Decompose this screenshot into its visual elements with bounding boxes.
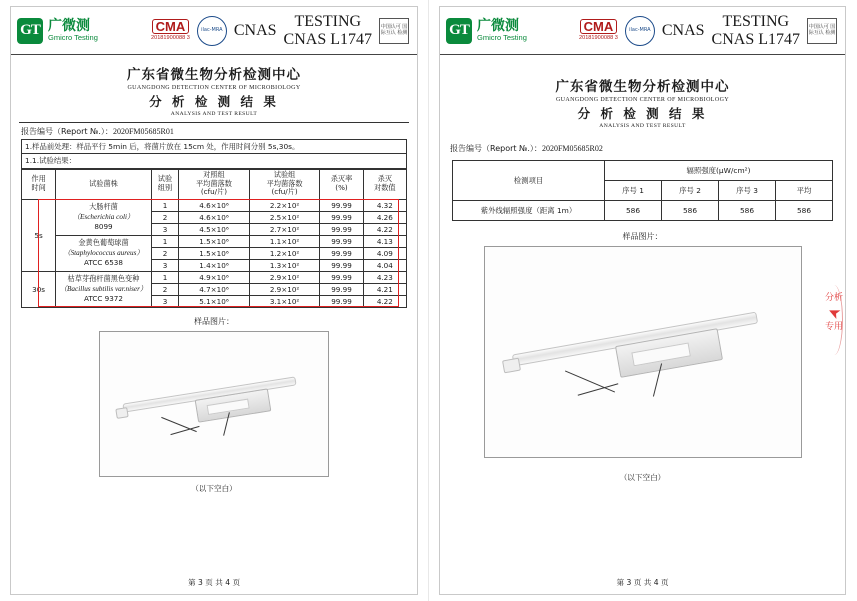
th-duration: 作用 时间 (22, 169, 56, 199)
th-seq-3: 序号 3 (719, 181, 776, 201)
cell-test: 1.1×10² (249, 235, 320, 247)
cell-log: 4.04 (363, 259, 406, 271)
table-row (22, 235, 407, 247)
brand-logo-mark: GT (446, 18, 472, 44)
th-average: 平均 (776, 181, 833, 201)
cell-log: 4.22 (363, 295, 406, 307)
cell-duration-30s: 30s (22, 271, 56, 307)
cell-test: 2.7×10² (249, 223, 320, 235)
cell-kill-rate: 99.99 (320, 235, 363, 247)
brand-logo (446, 18, 527, 44)
cell-control: 4.6×10⁶ (179, 199, 250, 211)
cell-strain-saureus: 金黄色葡萄球菌 （Staphylococcus aureus） ATCC 6538 (56, 235, 152, 271)
cell-control: 4.5×10⁶ (179, 223, 250, 235)
accreditation-marks (579, 13, 845, 49)
cell-strain-bsubtilis: 枯草芽孢杆菌黑色变种 （Bacillus subtilis var.niser） ATCC 9372 (56, 271, 152, 307)
cma-number: 20181900088 3 (578, 35, 618, 42)
doc-subtitle-en: ANALYSIS AND TEST RESULT (170, 111, 258, 117)
cell-item-uv-irradiance: 紫外线辐照强度（距离 1m） (453, 201, 605, 221)
report-no-value: 2020FM05685R02 (541, 144, 603, 153)
page-right (428, 0, 856, 601)
cma-label: CMA (152, 19, 190, 35)
cell-group: 2 (151, 283, 178, 295)
brand-name-cn: 广微测 (48, 18, 90, 35)
th-kill-rate: 杀灭率 (%) (320, 169, 363, 199)
blank-note-left: （以下空白） (191, 483, 237, 493)
cma-mark (579, 19, 618, 43)
cell-log: 4.23 (363, 271, 406, 283)
cnas-label: CNAS (233, 21, 277, 39)
cell-value-seq1: 586 (605, 201, 662, 221)
cell-kill-rate: 99.99 (320, 199, 363, 211)
cell-value-seq2: 586 (662, 201, 719, 221)
ilac-mra-seal-icon: ilac-MRA (197, 16, 227, 46)
results-table-wrap (11, 169, 417, 308)
cell-test: 1.3×10² (249, 259, 320, 271)
stamp-text-2: 专用 (824, 321, 843, 332)
page-left-header (11, 7, 417, 55)
note-pretreatment: 1.样品前处理：样品平行 5min 后，将菌片放在 15cm 处，作用时间分别 5s,30s。 (21, 139, 407, 153)
cell-kill-rate: 99.99 (320, 283, 363, 295)
th-seq-2: 序号 2 (662, 181, 719, 201)
cell-strain-ecoli: 大肠杆菌 （Escherichia coli） 8099 (56, 199, 152, 235)
brand-name-cn: 广微测 (477, 18, 519, 35)
doc-title-cn: 广东省微生物分析检测中心 (555, 79, 730, 95)
cell-log: 4.09 (363, 247, 406, 259)
cell-log: 4.21 (363, 283, 406, 295)
page-right-titles (440, 55, 845, 129)
doc-title-en: GUANGDONG DETECTION CENTER OF MICROBIOLOGY (555, 97, 730, 103)
doc-title-en: GUANGDONG DETECTION CENTER OF MICROBIOLOGY (127, 85, 301, 91)
brand-logo (17, 18, 98, 44)
table-row (453, 201, 833, 221)
cell-control: 1.5×10⁶ (179, 247, 250, 259)
report-no-label: 报告编号（Report №.）： (21, 127, 113, 136)
cn-accreditation-seal-icon: 中国认可 国际互认 检测 (807, 18, 837, 44)
th-log-reduction: 杀灭 对数值 (363, 169, 406, 199)
cell-log: 4.22 (363, 223, 406, 235)
cell-group: 1 (151, 271, 178, 283)
brand-name-en: Gmicro Testing (48, 32, 98, 42)
brand-name-en: Gmicro Testing (477, 32, 527, 42)
results-table (21, 169, 407, 308)
tube-end-cap (502, 358, 521, 374)
page-left-sheet (10, 6, 418, 595)
page-left (0, 0, 428, 601)
th-item: 检测项目 (453, 161, 605, 201)
cnas-mark (662, 22, 705, 40)
cell-control: 4.6×10⁶ (179, 211, 250, 223)
power-wire-1 (564, 370, 614, 392)
sample-photo-title-left: 样品图片： (194, 316, 234, 326)
cnas-sub-line2: CNAS L1747 (283, 30, 372, 48)
cnas-sub-line1: TESTING (722, 12, 790, 30)
cell-test: 2.2×10² (249, 199, 320, 211)
cma-number: 20181900088 3 (150, 35, 190, 42)
results-table-header-row (22, 169, 407, 199)
cnas-sub (712, 13, 800, 49)
th-control-count: 对照组 平均菌落数 (cfu/片) (179, 169, 250, 199)
power-wire-1 (161, 416, 197, 431)
ilac-mra-seal-icon: ilac-MRA (625, 16, 655, 46)
cell-control: 4.7×10⁶ (179, 283, 250, 295)
cnas-sub-line2: CNAS L1747 (711, 30, 800, 48)
cell-kill-rate: 99.99 (320, 271, 363, 283)
table-row (22, 271, 407, 283)
cell-test: 2.9×10² (249, 283, 320, 295)
cell-group: 1 (151, 199, 178, 211)
th-irradiance-group: 辐照强度(μW/cm²) (605, 161, 833, 181)
cnas-label: CNAS (661, 21, 705, 39)
cell-duration-5s: 5s (22, 199, 56, 271)
page-footer-left: 第 3 页 共 4 页 (187, 578, 241, 587)
sample-photo-right (484, 246, 802, 458)
cell-group: 1 (151, 235, 178, 247)
cell-kill-rate: 99.99 (320, 259, 363, 271)
th-group: 试验 组别 (151, 169, 178, 199)
red-stamp-annotation (821, 293, 847, 333)
irradiance-table (452, 160, 833, 221)
irradiance-header-row-1 (453, 161, 833, 181)
note-results-heading: 1.1.试验结果： (21, 153, 407, 168)
doc-subtitle-en: ANALYSIS AND TEST RESULT (599, 123, 686, 129)
page-right-header (440, 7, 845, 55)
stamp-arrow-icon: ➤ (824, 302, 844, 325)
page-footer-right: 第 3 页 共 4 页 (616, 578, 669, 587)
cell-group: 2 (151, 211, 178, 223)
blank-note-right: （以下空白） (619, 473, 666, 482)
doc-subtitle-cn: 分 析 检 测 结 果 (149, 94, 279, 109)
cell-log: 4.26 (363, 211, 406, 223)
cell-test: 2.5×10² (249, 211, 320, 223)
th-test-count: 试验组 平均菌落数 (cfu/片) (249, 169, 320, 199)
report-no-label: 报告编号（Report №.）： (450, 144, 542, 153)
cell-value-average: 586 (776, 201, 833, 221)
sample-photo-title-right: 样品图片： (622, 232, 663, 241)
cell-test: 3.1×10² (249, 295, 320, 307)
sample-photo-left (99, 331, 329, 477)
table-row (22, 199, 407, 211)
stamp-text-1: 分析 (824, 293, 843, 303)
page-right-sheet (439, 6, 846, 595)
cn-accreditation-seal-icon: 中国认可 国际互认 检测 (379, 18, 409, 44)
cell-group: 2 (151, 247, 178, 259)
cell-test: 2.9×10² (249, 271, 320, 283)
doc-title-cn: 广东省微生物分析检测中心 (127, 67, 301, 83)
cell-control: 4.9×10⁶ (179, 271, 250, 283)
tube-end-cap (115, 407, 128, 419)
cell-kill-rate: 99.99 (320, 223, 363, 235)
th-strain: 试验菌株 (56, 169, 152, 199)
report-no-right (440, 129, 845, 156)
cell-test: 1.2×10² (249, 247, 320, 259)
cell-control: 5.1×10⁶ (179, 295, 250, 307)
doc-subtitle-cn: 分 析 检 测 结 果 (577, 106, 708, 121)
cma-label: CMA (580, 19, 618, 35)
brand-logo-mark: GT (17, 18, 43, 44)
cnas-sub (284, 13, 372, 49)
th-seq-1: 序号 1 (605, 181, 662, 201)
cell-value-seq3: 586 (719, 201, 776, 221)
cell-group: 3 (151, 295, 178, 307)
cell-group: 3 (151, 223, 178, 235)
cnas-mark (234, 22, 277, 40)
cell-control: 1.5×10⁶ (179, 235, 250, 247)
sample-pretreatment-notes (11, 139, 417, 169)
cell-control: 1.4×10⁶ (179, 259, 250, 271)
accreditation-marks (151, 13, 417, 49)
cell-kill-rate: 99.99 (320, 295, 363, 307)
report-no-value: 2020FM05685R01 (112, 127, 174, 136)
cell-log: 4.13 (363, 235, 406, 247)
cma-mark (151, 19, 190, 43)
cell-kill-rate: 99.99 (320, 211, 363, 223)
cnas-sub-line1: TESTING (294, 12, 362, 30)
cell-log: 4.32 (363, 199, 406, 211)
cell-kill-rate: 99.99 (320, 247, 363, 259)
cell-group: 3 (151, 259, 178, 271)
report-no-left (11, 123, 417, 139)
page-left-titles (11, 55, 417, 117)
